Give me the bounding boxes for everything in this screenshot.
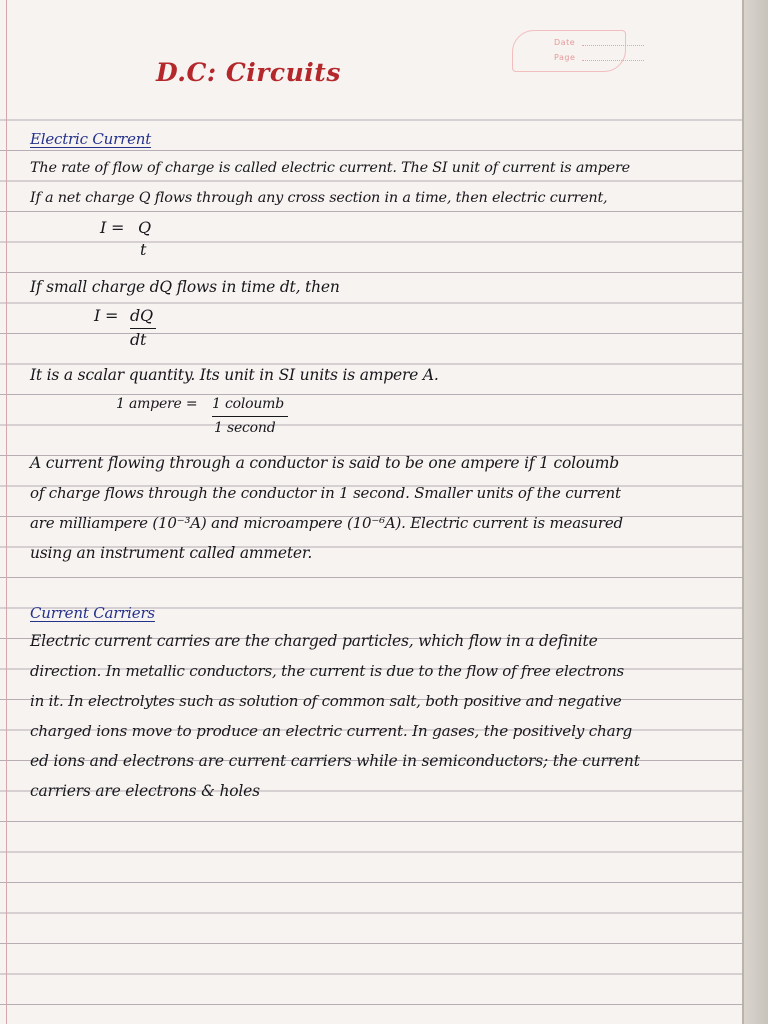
- formula-denominator: dt: [130, 330, 147, 349]
- formula-denominator: 1 second: [214, 420, 276, 436]
- next-page-edge: [742, 0, 768, 1024]
- text-line: are milliampere (10⁻³A) and microampere (10⁻⁶A). Electric current is measured: [30, 514, 623, 532]
- page-title: D.C: Circuits: [156, 58, 341, 87]
- section-heading-electric-current: Electric Current: [30, 130, 152, 148]
- formula-lhs: I =: [100, 218, 125, 237]
- text-line: If a net charge Q flows through any cross section in a time, then electric current,: [30, 190, 608, 206]
- text-line: Electric current carries are the charged particles, which flow in a definite: [30, 632, 598, 650]
- stamp-page-label: Page: [554, 53, 576, 62]
- formula-lhs: I =: [94, 306, 119, 325]
- text-line: It is a scalar quantity. Its unit in SI units is ampere A.: [30, 366, 439, 384]
- text-line: of charge flows through the conductor in 1 second. Smaller units of the current: [30, 484, 621, 502]
- text-line: If small charge dQ flows in time dt, then: [30, 278, 340, 296]
- formula-denominator: t: [140, 240, 147, 259]
- text-line: A current flowing through a conductor is said to be one ampere if 1 coloumb: [30, 454, 620, 472]
- formula-numerator: 1 coloumb: [212, 396, 284, 412]
- stamp-date-row: [554, 38, 575, 47]
- text-line: The rate of flow of charge is called electric current. The SI unit of current is ampere: [30, 160, 630, 176]
- date-page-stamp: [512, 30, 626, 72]
- formula-numerator: dQ: [130, 306, 153, 325]
- page-header-area: [0, 0, 742, 88]
- text-line: using an instrument called ammeter.: [30, 544, 313, 562]
- text-line: charged ions move to produce an electric current. In gases, the positively charg: [30, 722, 633, 740]
- formula-numerator: Q: [138, 218, 151, 237]
- text-line: in it. In electrolytes such as solution of common salt, both positive and negative: [30, 692, 622, 710]
- formula-lhs: 1 ampere =: [116, 396, 198, 412]
- margin-line: [6, 0, 7, 1024]
- stamp-date-label: Date: [554, 38, 576, 47]
- text-line: direction. In metallic conductors, the current is due to the flow of free electrons: [30, 662, 625, 680]
- section-heading-current-carriers: Current Carriers: [30, 604, 155, 622]
- text-line: ed ions and electrons are current carriers while in semiconductors; the current: [30, 752, 640, 770]
- stamp-page-row: [554, 53, 575, 62]
- text-line: carriers are electrons & holes: [30, 782, 260, 800]
